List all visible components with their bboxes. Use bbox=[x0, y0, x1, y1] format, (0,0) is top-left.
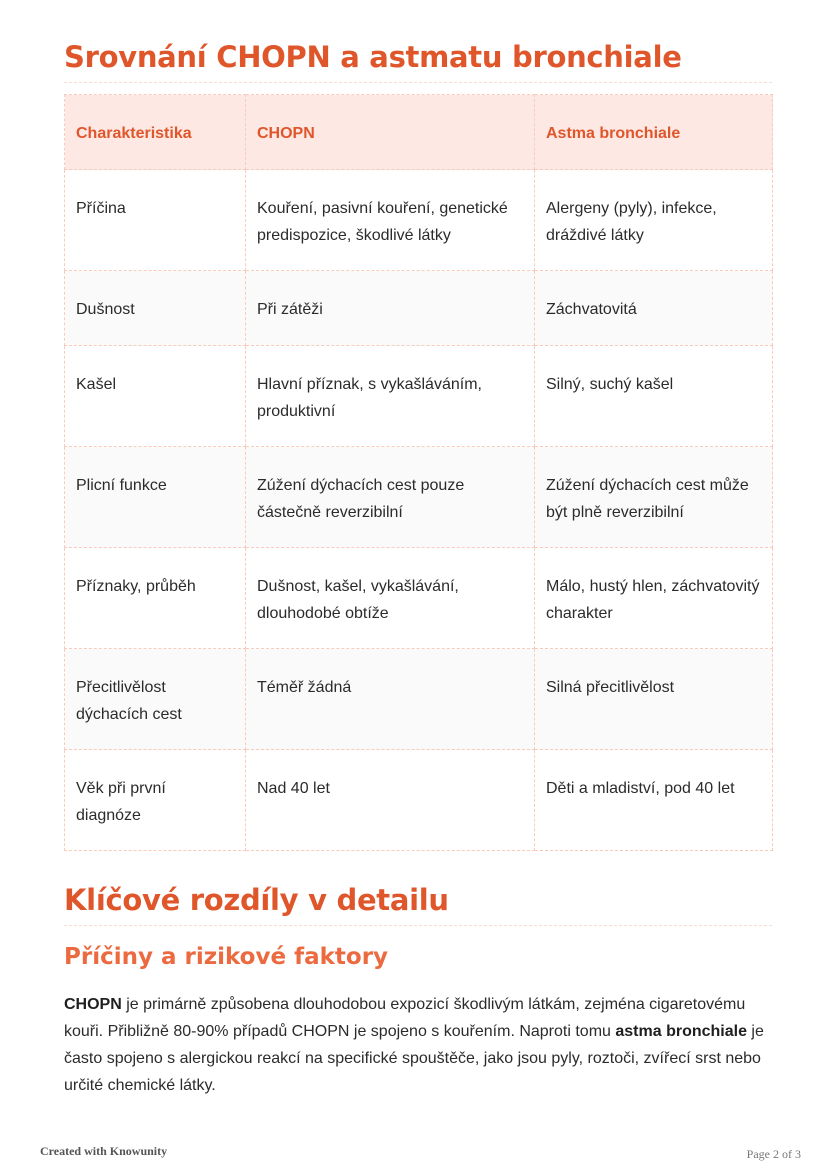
table-cell: Příčina bbox=[65, 170, 246, 271]
table-cell: Zúžení dýchacích cest pouze částečně reverzibilní bbox=[246, 447, 535, 548]
column-header: CHOPN bbox=[246, 95, 535, 170]
column-header: Charakteristika bbox=[65, 95, 246, 170]
table-cell: Silný, suchý kašel bbox=[535, 346, 773, 447]
table-cell: Děti a mladiství, pod 40 let bbox=[535, 750, 773, 851]
table-cell: Dušnost bbox=[65, 271, 246, 346]
table-cell: Alergeny (pyly), infekce, dráždivé látky bbox=[535, 170, 773, 271]
section-divider bbox=[64, 925, 772, 926]
table-cell: Zúžení dýchacích cest může být plně reverzibilní bbox=[535, 447, 773, 548]
table-row bbox=[65, 271, 773, 346]
section-title: Klíčové rozdíly v detailu bbox=[64, 883, 449, 917]
table-cell: Hlavní příznak, s vykašláváním, produktivní bbox=[246, 346, 535, 447]
table-cell: Přecitlivělost dýchacích cest bbox=[65, 649, 246, 750]
bold-term: CHOPN bbox=[64, 996, 122, 1013]
table-cell: Kašel bbox=[65, 346, 246, 447]
table-row bbox=[65, 346, 773, 447]
table-cell: Plicní funkce bbox=[65, 447, 246, 548]
table-cell: Nad 40 let bbox=[246, 750, 535, 851]
table-row bbox=[65, 750, 773, 851]
bold-term: astma bronchiale bbox=[615, 1023, 747, 1040]
table-cell: Záchvatovitá bbox=[535, 271, 773, 346]
table-row bbox=[65, 548, 773, 649]
subsection-title: Příčiny a rizikové faktory bbox=[64, 944, 389, 970]
table-header-row bbox=[65, 95, 773, 170]
table-cell: Kouření, pasivní kouření, genetické predispozice, škodlivé látky bbox=[246, 170, 535, 271]
paragraph-text: je často spojeno s alergickou reakcí na specifické spouštěče, jako jsou pyly, roztoči, zvířecí srst nebo určité chemické látky. bbox=[64, 1023, 764, 1094]
table-cell: Málo, hustý hlen, záchvatovitý charakter bbox=[535, 548, 773, 649]
table-cell: Příznaky, průběh bbox=[65, 548, 246, 649]
table-cell: Silná přecitlivělost bbox=[535, 649, 773, 750]
paragraph-text: je primárně způsobena dlouhodobou expozicí škodlivým látkám, zejména cigaretovému kouři. Přibližně 80-90% případů CHOPN je spojeno s kouřením. Naproti tomu bbox=[64, 996, 746, 1040]
page-number: Page 2 of 3 bbox=[746, 1147, 801, 1161]
footer-credit: Created with Knowunity bbox=[40, 1144, 168, 1158]
table-row bbox=[65, 170, 773, 271]
column-header: Astma bronchiale bbox=[535, 95, 773, 170]
table-cell: Téměř žádná bbox=[246, 649, 535, 750]
page-title: Srovnání CHOPN a astmatu bronchiale bbox=[64, 40, 682, 74]
title-divider bbox=[64, 82, 772, 83]
table-row bbox=[65, 447, 773, 548]
table-cell: Dušnost, kašel, vykašlávání, dlouhodobé obtíže bbox=[246, 548, 535, 649]
comparison-table bbox=[64, 94, 773, 851]
table-cell: Věk při první diagnóze bbox=[65, 750, 246, 851]
body-paragraph bbox=[64, 991, 772, 1099]
table-row bbox=[65, 649, 773, 750]
table-cell: Při zátěži bbox=[246, 271, 535, 346]
